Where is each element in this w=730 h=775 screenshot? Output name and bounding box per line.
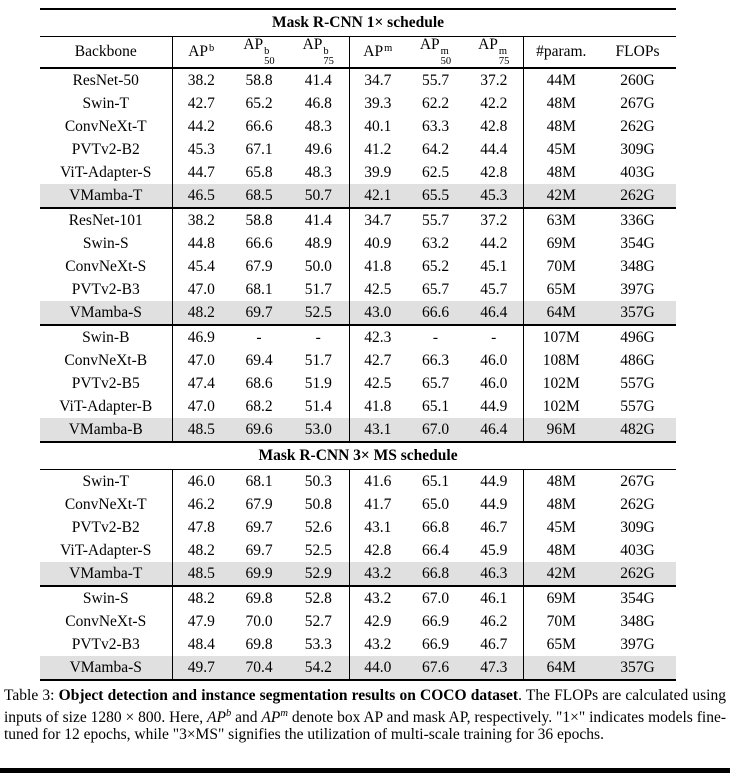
table-row xyxy=(40,470,676,494)
value-cell: 43.1 xyxy=(349,516,406,539)
metric-name: AP xyxy=(363,43,384,61)
value-cell: 62.2 xyxy=(421,94,450,112)
value-cell: 38.2 xyxy=(172,208,230,232)
value-cell: 65.7 xyxy=(421,280,450,298)
value-cell: 45M xyxy=(523,138,599,161)
metric-name: AP xyxy=(419,36,440,53)
caption-superscript: m xyxy=(280,707,288,719)
backbone-cell: Swin-S xyxy=(82,234,129,252)
table-row xyxy=(40,301,676,325)
backbone-cell: VMamba-T xyxy=(40,562,172,586)
value-cell: 262G xyxy=(620,117,655,135)
backbone-cell: ResNet-50 xyxy=(72,71,139,89)
table-row xyxy=(40,633,676,656)
value-cell: 46.9 xyxy=(172,325,230,349)
value-cell: 46.3 xyxy=(465,562,523,586)
value-cell: 70.4 xyxy=(230,656,288,680)
value-cell: 68.6 xyxy=(245,374,273,392)
value-cell: 37.2 xyxy=(480,71,508,89)
value-cell: 348G xyxy=(620,612,655,630)
value-cell: 96M xyxy=(523,418,599,442)
paper-page xyxy=(0,8,730,775)
value-cell: 66.8 xyxy=(406,562,465,586)
value-cell: 68.5 xyxy=(230,184,288,208)
coco-results-table xyxy=(40,8,676,681)
value-cell: 46.8 xyxy=(304,94,332,112)
metric-sub: 50 xyxy=(440,56,452,67)
caption-segment: AP xyxy=(207,708,226,726)
value-cell: 51.7 xyxy=(304,351,332,369)
caption-superscript: b xyxy=(225,707,232,719)
value-cell: 44.9 xyxy=(480,495,508,513)
value-cell: 67.9 xyxy=(245,495,273,513)
value-cell: 69M xyxy=(523,586,599,610)
value-cell: 42.3 xyxy=(349,325,406,349)
value-cell: 69M xyxy=(523,232,599,255)
value-cell: 50.3 xyxy=(304,472,332,490)
value-cell: 68.1 xyxy=(245,280,273,298)
table-caption xyxy=(4,687,726,744)
backbone-cell: ViT-Adapter-S xyxy=(60,163,152,181)
backbone-cell: VMamba-T xyxy=(40,184,172,208)
value-cell: 354G xyxy=(620,234,655,252)
value-cell: 50.8 xyxy=(304,495,332,513)
value-cell: 68.2 xyxy=(245,397,273,415)
table-row xyxy=(40,349,676,372)
value-cell: 52.7 xyxy=(304,612,332,630)
value-cell: 49.6 xyxy=(304,140,332,158)
value-cell: 66.3 xyxy=(421,351,450,369)
value-cell: 42.9 xyxy=(349,610,406,633)
value-cell: 69.4 xyxy=(245,351,273,369)
value-cell: 45.3 xyxy=(465,184,523,208)
table-row xyxy=(40,562,676,586)
table-header-row xyxy=(40,37,676,69)
value-cell: 48.3 xyxy=(304,163,332,181)
column-header xyxy=(349,37,406,69)
metric-sub: 50 xyxy=(264,56,275,67)
value-cell: 46.0 xyxy=(480,351,508,369)
column-header: FLOPs xyxy=(599,37,676,69)
value-cell: 44.0 xyxy=(349,656,406,680)
table-row xyxy=(40,610,676,633)
value-cell: 67.1 xyxy=(245,140,273,158)
value-cell: 48.2 xyxy=(172,301,230,325)
table-row xyxy=(40,184,676,208)
value-cell: 42.7 xyxy=(349,349,406,372)
backbone-cell: ConvNeXt-S xyxy=(65,257,147,275)
value-cell: 47.4 xyxy=(172,372,230,395)
value-cell: 46.7 xyxy=(480,518,508,536)
backbone-cell: VMamba-S xyxy=(40,301,172,325)
value-cell: 47.0 xyxy=(172,395,230,418)
value-cell: 42M xyxy=(523,562,599,586)
value-cell: 43.2 xyxy=(349,586,406,610)
value-cell: 34.7 xyxy=(349,68,406,92)
value-cell: 557G xyxy=(620,374,655,392)
value-cell: - xyxy=(230,325,288,349)
metric-sup: m xyxy=(384,43,393,55)
value-cell: 42.8 xyxy=(349,539,406,562)
backbone-cell: Swin-T xyxy=(82,94,129,112)
value-cell: 69.9 xyxy=(230,562,288,586)
value-cell: 45.1 xyxy=(480,257,508,275)
value-cell: 45.3 xyxy=(172,138,230,161)
value-cell: 51.7 xyxy=(304,280,332,298)
value-cell: 48.9 xyxy=(304,234,332,252)
backbone-cell: PVTv2-B3 xyxy=(71,635,140,653)
value-cell: 262G xyxy=(599,562,676,586)
value-cell: 49.7 xyxy=(172,656,230,680)
value-cell: 46.0 xyxy=(172,470,230,494)
value-cell: 51.4 xyxy=(304,397,332,415)
caption-segment: . The FLOPs are calculated using inputs of size 1280 × 800. Here, xyxy=(4,687,726,726)
section-title-row xyxy=(40,442,676,470)
table-row xyxy=(40,278,676,301)
backbone-cell: Swin-S xyxy=(40,586,172,610)
metric-name: AP xyxy=(243,36,264,53)
value-cell: 65.1 xyxy=(421,397,450,415)
value-cell: 64M xyxy=(523,301,599,325)
value-cell: 496G xyxy=(599,325,676,349)
value-cell: 63.3 xyxy=(421,117,450,135)
value-cell: 41.6 xyxy=(349,470,406,494)
column-header xyxy=(288,37,349,69)
backbone-cell: ConvNeXt-T xyxy=(64,117,147,135)
value-cell: 482G xyxy=(599,418,676,442)
metric-supsub xyxy=(441,47,452,67)
backbone-cell: Swin-T xyxy=(82,472,129,490)
table-row xyxy=(40,255,676,278)
value-cell: 67.6 xyxy=(406,656,465,680)
column-header xyxy=(230,37,288,69)
value-cell: 66.6 xyxy=(245,234,273,252)
table-row xyxy=(40,325,676,349)
value-cell: 55.7 xyxy=(406,208,465,232)
table-row xyxy=(40,586,676,610)
value-cell: 41.4 xyxy=(288,208,349,232)
value-cell: 260G xyxy=(620,71,655,89)
value-cell: 58.8 xyxy=(230,208,288,232)
value-cell: 67.0 xyxy=(406,586,465,610)
value-cell: 52.6 xyxy=(304,518,332,536)
value-cell: 40.1 xyxy=(349,115,406,138)
backbone-cell: PVTv2-B2 xyxy=(71,140,140,158)
value-cell: 267G xyxy=(620,472,655,490)
backbone-cell: ViT-Adapter-S xyxy=(60,541,152,559)
value-cell: 69.6 xyxy=(230,418,288,442)
column-header: Backbone xyxy=(40,37,172,69)
value-cell: 403G xyxy=(620,541,655,559)
value-cell: 44.7 xyxy=(172,161,230,184)
value-cell: 47.0 xyxy=(172,349,230,372)
column-header xyxy=(406,37,465,69)
value-cell: 46.2 xyxy=(480,612,508,630)
backbone-cell: PVTv2-B3 xyxy=(71,280,140,298)
value-cell: 102M xyxy=(523,372,599,395)
metric-sup: m xyxy=(440,46,449,57)
value-cell: 65M xyxy=(523,278,599,301)
section-title: Mask R-CNN 3× MS schedule xyxy=(40,442,676,470)
value-cell: 55.7 xyxy=(421,71,450,89)
value-cell: 69.8 xyxy=(230,586,288,610)
value-cell: 48M xyxy=(523,493,599,516)
value-cell: 557G xyxy=(620,397,655,415)
value-cell: 108M xyxy=(523,349,599,372)
value-cell: 65.5 xyxy=(406,184,465,208)
value-cell: 42M xyxy=(523,184,599,208)
table-row xyxy=(40,539,676,562)
value-cell: 64.2 xyxy=(421,140,450,158)
value-cell: 354G xyxy=(599,586,676,610)
backbone-cell: ConvNeXt-S xyxy=(65,612,147,630)
value-cell: 43.2 xyxy=(349,633,406,656)
value-cell: 69.7 xyxy=(245,518,273,536)
value-cell: 53.3 xyxy=(304,635,332,653)
backbone-cell: ViT-Adapter-B xyxy=(59,397,153,415)
value-cell: 48M xyxy=(523,539,599,562)
backbone-cell: ConvNeXt-T xyxy=(64,495,147,513)
value-cell: 267G xyxy=(620,94,655,112)
value-cell: 45.9 xyxy=(480,541,508,559)
value-cell: 42.2 xyxy=(480,94,508,112)
table-row xyxy=(40,161,676,184)
value-cell: 70M xyxy=(523,255,599,278)
value-cell: 44.9 xyxy=(480,397,508,415)
table-row xyxy=(40,208,676,232)
table-row xyxy=(40,656,676,680)
value-cell: 44.8 xyxy=(172,232,230,255)
value-cell: 67.9 xyxy=(245,257,273,275)
value-cell: 48.2 xyxy=(172,539,230,562)
column-header xyxy=(172,37,230,69)
value-cell: 397G xyxy=(620,280,655,298)
bottom-rule xyxy=(0,768,730,773)
value-cell: 66.4 xyxy=(421,541,450,559)
value-cell: 348G xyxy=(620,257,655,275)
value-cell: 37.2 xyxy=(465,208,523,232)
table-row xyxy=(40,372,676,395)
value-cell: 66.9 xyxy=(421,635,450,653)
value-cell: 67.0 xyxy=(406,418,465,442)
value-cell: 45M xyxy=(523,516,599,539)
metric-supsub xyxy=(499,47,510,67)
value-cell: 48M xyxy=(523,470,599,494)
value-cell: 68.1 xyxy=(245,472,273,490)
column-header xyxy=(465,37,523,69)
value-cell: 53.0 xyxy=(288,418,349,442)
table-row xyxy=(40,395,676,418)
value-cell: 42.5 xyxy=(349,278,406,301)
value-cell: 47.0 xyxy=(172,278,230,301)
value-cell: 48M xyxy=(523,115,599,138)
metric-name: AP xyxy=(188,43,209,61)
backbone-cell: ConvNeXt-B xyxy=(64,351,148,369)
value-cell: 42.8 xyxy=(480,163,508,181)
value-cell: 403G xyxy=(620,163,655,181)
table-row xyxy=(40,418,676,442)
value-cell: 50.0 xyxy=(304,257,332,275)
value-cell: 48.2 xyxy=(172,586,230,610)
value-cell: 397G xyxy=(620,635,655,653)
value-cell: 336G xyxy=(599,208,676,232)
section-title: Mask R-CNN 1× schedule xyxy=(40,9,676,37)
backbone-cell: PVTv2-B2 xyxy=(71,518,140,536)
value-cell: 65.2 xyxy=(245,94,273,112)
metric-supsub xyxy=(264,47,275,67)
value-cell: 66.8 xyxy=(421,518,450,536)
table-row xyxy=(40,493,676,516)
value-cell: 42.7 xyxy=(172,92,230,115)
metric-name: AP xyxy=(478,36,498,53)
value-cell: 46.7 xyxy=(480,635,508,653)
value-cell: 52.5 xyxy=(288,301,349,325)
value-cell: 44.9 xyxy=(480,472,508,490)
value-cell: 45.7 xyxy=(480,280,508,298)
value-cell: 34.7 xyxy=(349,208,406,232)
value-cell: 262G xyxy=(620,495,655,513)
table-row xyxy=(40,68,676,92)
caption-segment: Table 3: xyxy=(4,687,59,704)
value-cell: 262G xyxy=(599,184,676,208)
value-cell: 65.0 xyxy=(421,495,450,513)
value-cell: 46.0 xyxy=(480,374,508,392)
value-cell: 47.3 xyxy=(465,656,523,680)
value-cell: 48M xyxy=(523,92,599,115)
value-cell: 51.9 xyxy=(304,374,332,392)
value-cell: 41.8 xyxy=(349,255,406,278)
value-cell: 66.6 xyxy=(245,117,273,135)
value-cell: - xyxy=(406,325,465,349)
value-cell: 43.2 xyxy=(349,562,406,586)
metric-sub: 75 xyxy=(498,56,510,67)
value-cell: 69.8 xyxy=(245,635,273,653)
value-cell: 70.0 xyxy=(245,612,273,630)
metric-sup: b xyxy=(323,46,329,57)
metric-sup: b xyxy=(264,46,270,57)
value-cell: 66.6 xyxy=(406,301,465,325)
value-cell: 44M xyxy=(523,68,599,92)
value-cell: 40.9 xyxy=(349,232,406,255)
value-cell: 46.1 xyxy=(465,586,523,610)
metric-name: AP xyxy=(302,36,323,53)
value-cell: 44.4 xyxy=(480,140,508,158)
value-cell: 64M xyxy=(523,656,599,680)
value-cell: 48.4 xyxy=(172,633,230,656)
value-cell: 48.5 xyxy=(172,418,230,442)
value-cell: 357G xyxy=(599,301,676,325)
value-cell: 41.7 xyxy=(349,493,406,516)
value-cell: 65.2 xyxy=(421,257,450,275)
value-cell: 38.2 xyxy=(172,68,230,92)
value-cell: 65M xyxy=(523,633,599,656)
value-cell: 63.2 xyxy=(421,234,450,252)
value-cell: 62.5 xyxy=(421,163,450,181)
value-cell: 46.4 xyxy=(465,418,523,442)
value-cell: 41.4 xyxy=(304,71,332,89)
caption-segment: denote box AP and mask AP, respectively. "1×" indicates models fine-tuned for 12 epochs, while "3×MS" signifies the utilization of multi-scale training for 36 epochs. xyxy=(4,708,727,744)
value-cell: 69.7 xyxy=(245,541,273,559)
value-cell: 39.9 xyxy=(349,161,406,184)
section-title-row xyxy=(40,9,676,37)
value-cell: 42.5 xyxy=(349,372,406,395)
value-cell: 102M xyxy=(523,395,599,418)
value-cell: 42.8 xyxy=(480,117,508,135)
value-cell: 54.2 xyxy=(288,656,349,680)
caption-segment: and xyxy=(231,708,262,726)
metric-sup: b xyxy=(209,43,215,55)
value-cell: 45.4 xyxy=(172,255,230,278)
column-header: #param. xyxy=(523,37,599,69)
value-cell: 66.9 xyxy=(421,612,450,630)
value-cell: 63M xyxy=(523,208,599,232)
value-cell: 43.1 xyxy=(349,418,406,442)
table-row xyxy=(40,232,676,255)
backbone-cell: VMamba-B xyxy=(40,418,172,442)
value-cell: 107M xyxy=(523,325,599,349)
backbone-cell: ResNet-101 xyxy=(40,208,172,232)
value-cell: 486G xyxy=(620,351,655,369)
value-cell: 43.0 xyxy=(349,301,406,325)
caption-segment: AP xyxy=(261,708,281,726)
value-cell: 46.5 xyxy=(172,184,230,208)
table-row xyxy=(40,516,676,539)
value-cell: 52.8 xyxy=(288,586,349,610)
value-cell: 69.7 xyxy=(230,301,288,325)
metric-sup: m xyxy=(498,46,508,57)
value-cell: 52.9 xyxy=(288,562,349,586)
table-row xyxy=(40,92,676,115)
value-cell: 39.3 xyxy=(349,92,406,115)
value-cell: 309G xyxy=(620,140,655,158)
value-cell: 44.2 xyxy=(172,115,230,138)
value-cell: 50.7 xyxy=(288,184,349,208)
value-cell: 42.1 xyxy=(349,184,406,208)
value-cell: - xyxy=(288,325,349,349)
value-cell: 70M xyxy=(523,610,599,633)
metric-supsub xyxy=(323,47,334,67)
value-cell: 309G xyxy=(620,518,655,536)
value-cell: 47.9 xyxy=(172,610,230,633)
value-cell: 65.8 xyxy=(245,163,273,181)
value-cell: 65.1 xyxy=(421,472,450,490)
value-cell: 46.4 xyxy=(465,301,523,325)
caption-segment: Object detection and instance segmentation results on COCO dataset xyxy=(58,687,519,704)
table-row xyxy=(40,138,676,161)
value-cell: 41.2 xyxy=(349,138,406,161)
value-cell: 46.2 xyxy=(172,493,230,516)
value-cell: 52.5 xyxy=(304,541,332,559)
value-cell: 44.2 xyxy=(480,234,508,252)
backbone-cell: VMamba-S xyxy=(40,656,172,680)
table-row xyxy=(40,115,676,138)
results-table-wrap xyxy=(40,8,676,681)
value-cell: 65.7 xyxy=(421,374,450,392)
value-cell: 48.3 xyxy=(304,117,332,135)
metric-sub: 75 xyxy=(323,56,334,67)
value-cell: 48.5 xyxy=(172,562,230,586)
value-cell: 357G xyxy=(599,656,676,680)
value-cell: 41.8 xyxy=(349,395,406,418)
value-cell: 58.8 xyxy=(245,71,273,89)
value-cell: - xyxy=(465,325,523,349)
backbone-cell: Swin-B xyxy=(40,325,172,349)
value-cell: 47.8 xyxy=(172,516,230,539)
value-cell: 48M xyxy=(523,161,599,184)
backbone-cell: PVTv2-B5 xyxy=(71,374,140,392)
